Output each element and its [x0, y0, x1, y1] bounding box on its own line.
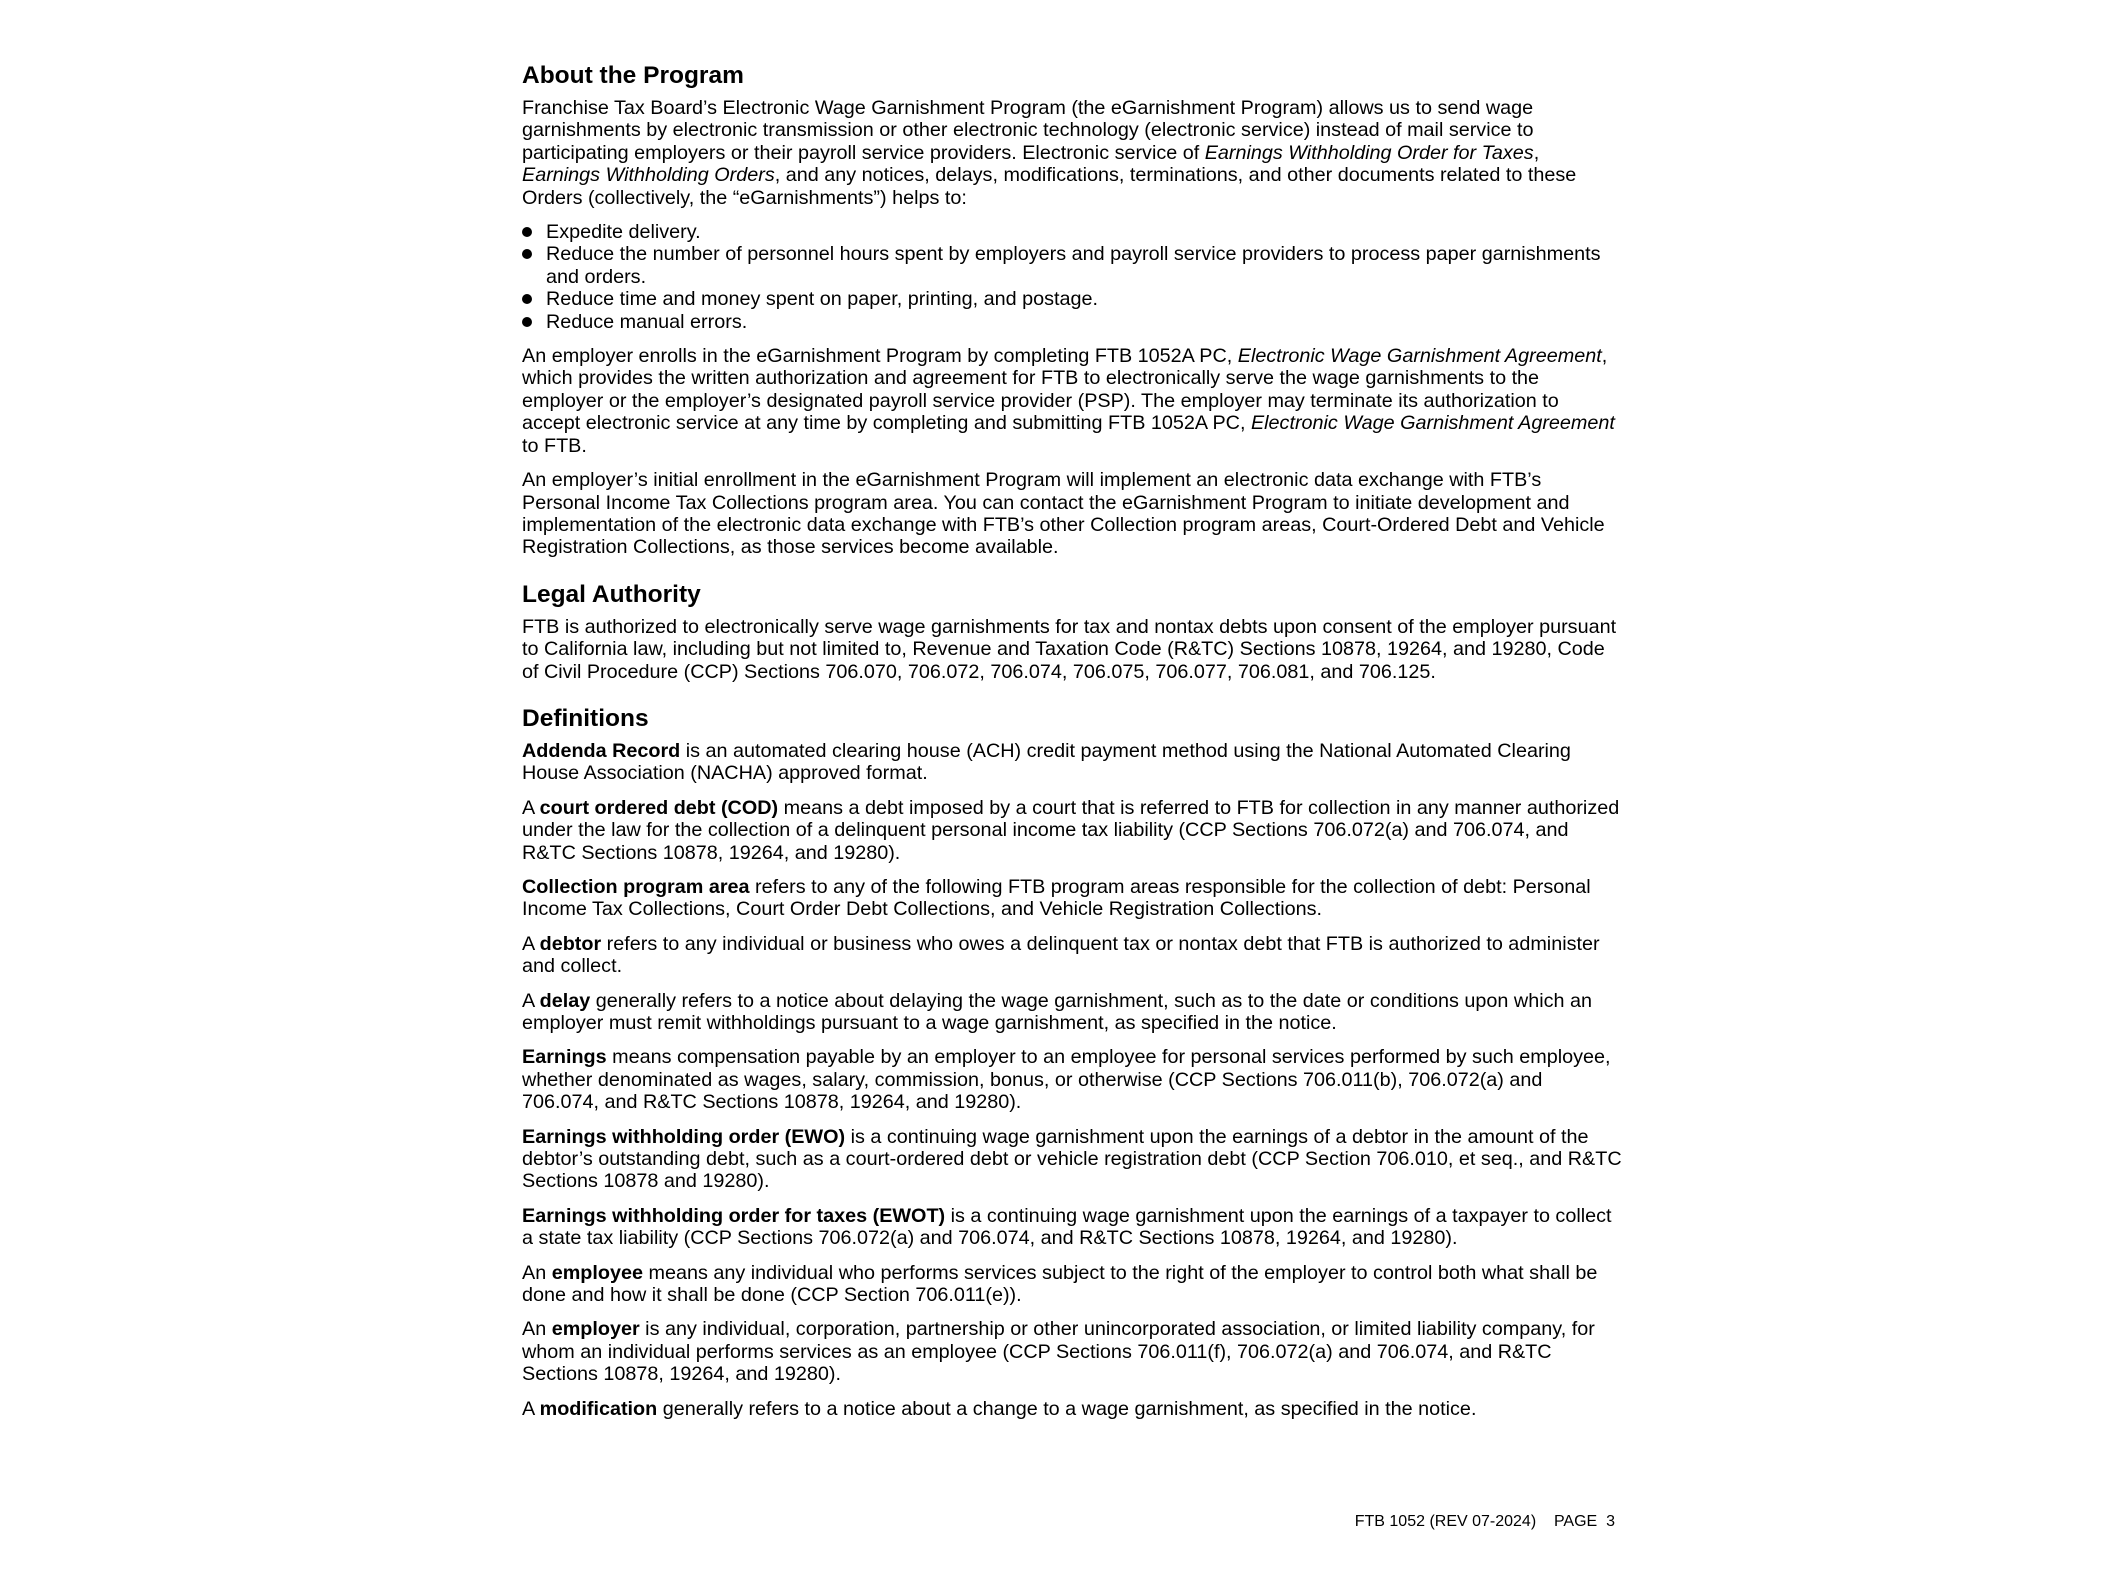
definition-text: is any individual, corporation, partnership or other unincorporated association, or limited liability company, for whom an individual performs services as an employee (CCP Sections 706.011(f), 706.072(a) and 706.074, and R&TC Sections 10878, 19264, and 19280).	[522, 1318, 1595, 1386]
definition-text: generally refers to a notice about a change to a wage garnishment, as specified in the notice.	[657, 1397, 1477, 1420]
bullet-icon	[522, 294, 532, 304]
page-footer	[1355, 1512, 1615, 1532]
list-item-text: Expedite delivery.	[546, 221, 701, 244]
text-run: A	[522, 932, 540, 955]
definition-text: means a debt imposed by a court that is referred to FTB for collection in any manner authorized under the law for the collection of a delinquent personal income tax liability (CCP Sections 706.072(a) and 706.074, and R&TC Sections 10878, 19264, and 19280).	[522, 796, 1620, 864]
bullet-icon	[522, 249, 532, 259]
bullet-icon	[522, 317, 532, 327]
form-number: FTB 1052 (REV 07-2024)	[1354, 1513, 1537, 1530]
definition-term: Earnings withholding order for taxes (EWOT)	[522, 1204, 946, 1227]
bullet-icon	[522, 227, 532, 237]
definition-term: debtor	[539, 932, 602, 955]
text-run: A	[522, 989, 540, 1012]
definition-term: court ordered debt (COD)	[539, 796, 779, 819]
definition-item	[522, 1046, 1622, 1113]
about-heading: About the Program	[522, 62, 744, 89]
text-run: to FTB.	[522, 434, 587, 457]
list-item-text: Reduce manual errors.	[546, 310, 748, 333]
definition-item	[522, 797, 1622, 864]
definition-text: refers to any individual or business who owes a delinquent tax or nontax debt that FTB is authorized to administer and collect.	[522, 932, 1600, 978]
definition-term: Earnings withholding order (EWO)	[522, 1125, 846, 1148]
italic-form-title: Electronic Wage Garnishment Agreement	[1250, 412, 1615, 435]
legal-paragraph: FTB is authorized to electronically serve wage garnishments for tax and nontax debts upon consent of the employer pursuant to California law, including but not limited to, Revenue and Taxation Code (R&TC) Sections 10878, 19264, and 19280, Code of Civil Procedure (CCP) Sections 706.070, 706.072, 706.074, 706.075, 706.077, 706.081, and 706.125.	[522, 615, 1617, 683]
list-item-text: Reduce the number of personnel hours spent by employers and payroll service providers to process paper garnishments and orders.	[546, 243, 1601, 288]
definition-item	[522, 876, 1622, 921]
definition-term: Addenda Record	[522, 739, 681, 762]
text-run: An	[522, 1261, 552, 1284]
definition-text: means compensation payable by an employer to an employee for personal services performed by such employee, whether denominated as wages, salary, commission, bonus, or otherwise (CCP Sections 706.011(b), 706.072(a) and 706.074, and R&TC Sections 10878, 19264, and 19280).	[522, 1046, 1611, 1114]
italic-form-title: Electronic Wage Garnishment Agreement	[1237, 345, 1602, 368]
text-run: A	[522, 796, 540, 819]
list-item	[522, 221, 1622, 243]
text-run: , which provides the written authorization and agreement for FTB to electronically serve the wage garnishments to the employer or the employer’s designated payroll service provider (PSP). The employer may terminate its authorization to accept electronic service at any time by completing and submitting FTB 1052A PC,	[522, 345, 1608, 435]
list-item	[522, 243, 1622, 288]
benefits-list	[522, 221, 1622, 333]
definition-item	[522, 1398, 1622, 1420]
definition-item	[522, 990, 1622, 1035]
definition-item	[522, 1318, 1622, 1385]
definition-term: employee	[551, 1261, 643, 1284]
definition-text: is a continuing wage garnishment upon the earnings of a taxpayer to collect a state tax liability (CCP Sections 706.072(a) and 706.074, and R&TC Sections 10878, 19264, and 19280).	[522, 1204, 1612, 1250]
definition-term: Collection program area	[522, 875, 750, 898]
about-section	[522, 62, 1622, 559]
text-run: , and any notices, delays, modifications, terminations, and other documents related to these Orders (collectively, the “eGarnishments”) helps to:	[522, 164, 1577, 209]
list-item-text: Reduce time and money spent on paper, printing, and postage.	[546, 288, 1099, 311]
definitions-section	[522, 705, 1622, 1420]
definition-text: is a continuing wage garnishment upon the earnings of a debtor in the amount of the debtor’s outstanding debt, such as a court-ordered debt or vehicle registration debt (CCP Section 706.010, et seq., and R&TC Sections 10878 and 19280).	[522, 1125, 1622, 1193]
definition-text: means any individual who performs services subject to the right of the employer to control both what shall be done and how it shall be done (CCP Section 706.011(e)).	[522, 1261, 1598, 1307]
italic-form-title: Earnings Withholding Orders	[522, 164, 775, 187]
italic-form-title: Earnings Withholding Order for Taxes	[1204, 141, 1534, 164]
definition-term: modification	[539, 1397, 658, 1420]
legal-heading: Legal Authority	[522, 580, 701, 608]
text-run: ,	[1533, 141, 1540, 164]
definition-text: is an automated clearing house (ACH) credit payment method using the National Automated Clearing House Association (NACHA) approved format.	[522, 739, 1571, 785]
definition-item	[522, 1126, 1622, 1193]
text-run: An	[522, 1318, 552, 1341]
definition-text: generally refers to a notice about delaying the wage garnishment, such as to the date or conditions upon which an employer must remit withholdings pursuant to a wage garnishment, as specified in the notice.	[522, 989, 1592, 1034]
definition-term: delay	[539, 989, 591, 1012]
text-run: A	[522, 1397, 540, 1420]
initial-enrollment-paragraph: An employer’s initial enrollment in the eGarnishment Program will implement an electronic data exchange with FTB’s Personal Income Tax Collections program area. You can contact the eGarnishment Program to initiate development and implementation of the electronic data exchange with FTB’s other Collection program areas, Court-Ordered Debt and Vehicle Registration Collections, as those services become available.	[522, 469, 1605, 559]
document-body	[522, 62, 1622, 1432]
legal-section	[522, 581, 1622, 683]
list-item	[522, 288, 1622, 310]
definitions-list	[522, 740, 1622, 1420]
page-number: PAGE 3	[1553, 1513, 1615, 1530]
definitions-heading: Definitions	[522, 704, 649, 732]
definition-item	[522, 1262, 1622, 1307]
text-run: Franchise Tax Board’s Electronic Wage Garnishment Program (the eGarnishment Program) allows us to send wage garnishments by electronic transmission or other electronic technology (electronic service) instead of mail service to participating employers or their payroll service providers. Electronic service of	[522, 97, 1534, 164]
definition-term: Earnings	[522, 1046, 607, 1069]
text-run: An employer enrolls in the eGarnishment Program by completing FTB 1052A PC,	[522, 345, 1238, 368]
enroll-paragraph	[522, 345, 1622, 457]
about-intro-paragraph	[522, 97, 1622, 209]
list-item	[522, 311, 1622, 333]
definition-item	[522, 933, 1622, 978]
definition-text: refers to any of the following FTB program areas responsible for the collection of debt: Personal Income Tax Collections, Court Order Debt Collections, and Vehicle Registration Collections.	[522, 875, 1591, 921]
definition-item	[522, 1205, 1622, 1250]
definition-item	[522, 740, 1622, 785]
definition-term: employer	[551, 1318, 640, 1341]
